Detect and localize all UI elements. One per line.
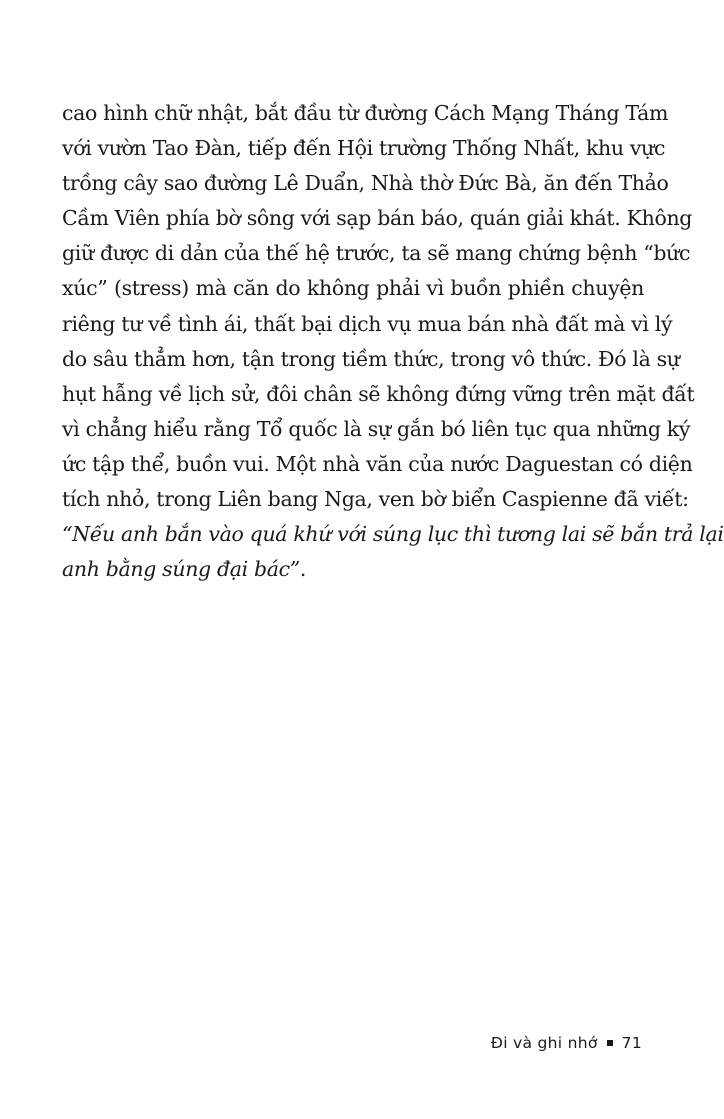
- text-line: vì chẳng hiểu rằng Tổ quốc là sự gắn bó liên tục qua những ký: [62, 416, 691, 441]
- text-line: Cầm Viên phía bờ sông với sạp bán báo, quán giải khát. Không: [62, 206, 693, 231]
- text-line: riêng tư về tình ái, thất bại dịch vụ mua bán nhà đất mà vì lý: [62, 311, 673, 336]
- text-line: do sâu thẳm hơn, tận trong tiềm thức, trong vô thức. Đó là sự: [62, 346, 680, 371]
- text-line: ức tập thể, buồn vui. Một nhà văn của nước Daguestan có diện: [62, 451, 693, 476]
- text-line: với vườn Tao Đàn, tiếp đến Hội trường Thống Nhất, khu vực: [62, 136, 666, 161]
- page-footer: [491, 1034, 642, 1052]
- quote-line: “Nếu anh bắn vào quá khứ với súng lục thì tương lai sẽ bắn trả lại: [62, 522, 724, 547]
- text-line: hụt hẫng về lịch sử, đôi chân sẽ không đứng vững trên mặt đất: [62, 381, 695, 406]
- quote-line: anh bằng súng đại bác”.: [62, 557, 307, 582]
- body-paragraph: [62, 96, 724, 587]
- text-line: trồng cây sao đường Lê Duẩn, Nhà thờ Đức Bà, ăn đến Thảo: [62, 171, 669, 196]
- running-title: Đi và ghi nhớ: [490, 1034, 598, 1052]
- text-line: giữ được di dản của thế hệ trước, ta sẽ mang chứng bệnh “bức: [62, 241, 691, 266]
- text-line: xúc” (stress) mà căn do không phải vì buồn phiền chuyện: [62, 276, 644, 301]
- text-line: tích nhỏ, trong Liên bang Nga, ven bờ biển Caspienne đã viết:: [62, 487, 689, 512]
- text-line: cao hình chữ nhật, bắt đầu từ đường Cách Mạng Tháng Tám: [62, 101, 669, 125]
- bullet-separator-icon: [607, 1040, 613, 1046]
- page-number: 71: [621, 1034, 642, 1052]
